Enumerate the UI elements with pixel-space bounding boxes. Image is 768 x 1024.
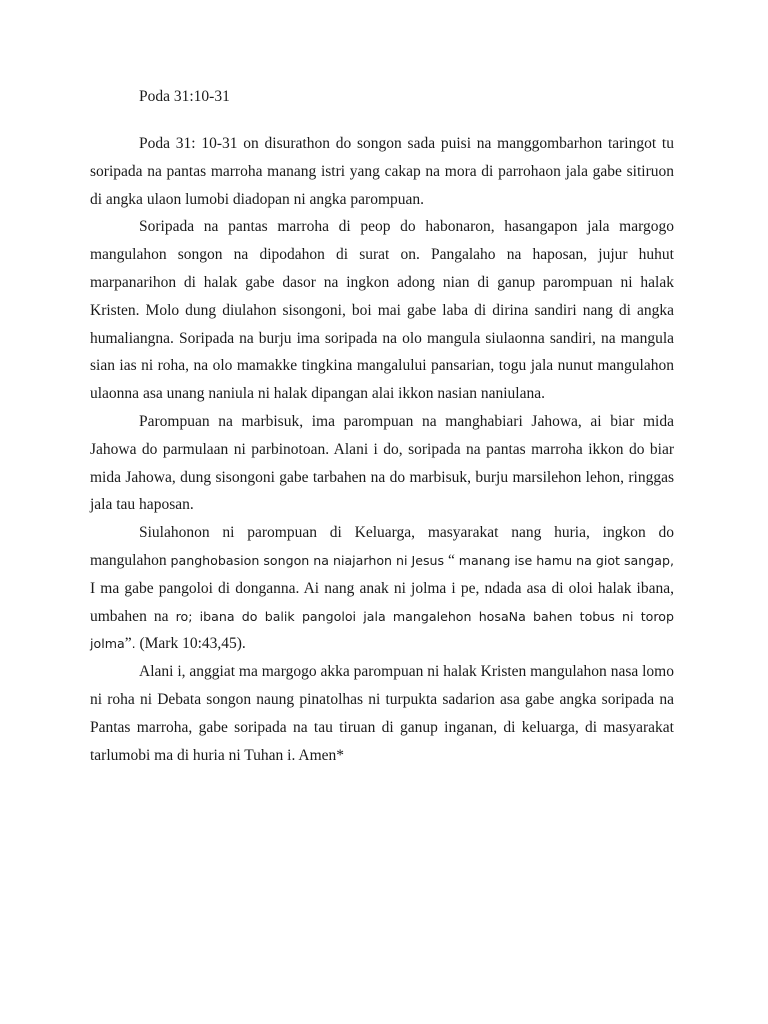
- paragraph-conclusion: Alani i, anggiat ma margogo akka parompuan ni halak Kristen mangulahon nasa lomo ni roha ni Debata songon naung pinatolhas ni turpukta sadarion asa gabe angka soripada na Pantas marroha, gabe soripada na tau tiruan di ganup inganan, di keluarga, di masyarakat tarlumobi ma di huria ni Tuhan i. Amen*: [90, 663, 674, 764]
- citation-segment: (Mark 10:43,45).: [135, 635, 246, 653]
- paragraph-siulahonon: [90, 519, 674, 658]
- document-body: [90, 130, 674, 769]
- paragraph-intro: Poda 31: 10-31 on disurathon do songon sada puisi na manggombarhon taringot tu soripada na pantas marroha manang istri yang cakap na mora di parrohaon jala gabe sitiruon di angka ulaon lumobi diadopan ni angka parompuan.: [90, 135, 674, 208]
- text-segment: “: [444, 551, 459, 569]
- quote-segment: ro; ibana do balik pangoloi jala mangalehon hosaNa bahen tobus ni torop jolma: [90, 608, 674, 652]
- text-segment: Siulahonon ni parompuan di Keluarga, masyarakat nang huria, ingkon do mangulahon: [90, 524, 674, 569]
- quote-segment: manang ise hamu na giot sangap,: [458, 552, 674, 568]
- text-segment: ”: [124, 635, 132, 653]
- quote-segment: panghobasion songon na niajarhon ni Jesus: [170, 552, 445, 568]
- paragraph-parompuan: Parompuan na marbisuk, ima parompuan na manghabiari Jahowa, ai biar mida Jahowa do parmulaan ni parbinotoan. Alani i do, soripada na pantas marroha ikkon do biar mida Jahowa, dung sisongoni gabe tarbahen na do marbisuk, burju marsilehon lehon, ringgas jala tau haposan.: [90, 412, 674, 514]
- quote-segment: .: [131, 636, 136, 652]
- paragraph-soripada: Soripada na pantas marroha di peop do habonaron, hasangapon jala margogo mangulahon songon na dipodahon di surat on. Pangalaho na haposan, jujur huhut marpanarihon di halak gabe dasor na ingkon adong nian di ganup parompuan ni halak Kristen. Molo dung diulahon sisongoni, boi mai gabe laba di dirina sandiri nang di angka humaliangna. Soripada na burju ima soripada na olo mangula siulaonna sandiri, na mangula sian ias ni roha, na olo mamakke tingkina mangalului pansarian, togu jala nunut mangulahon ulaonna asa unang naniula ni halak dipangan alai ikkon nasian naniulana.: [90, 218, 674, 403]
- document-title: Poda 31:10-31: [139, 88, 230, 105]
- text-segment: I ma gabe pangoloi di donganna. Ai nang anak ni jolma i pe, ndada asa di oloi halak ibana, umbahen na: [90, 579, 674, 625]
